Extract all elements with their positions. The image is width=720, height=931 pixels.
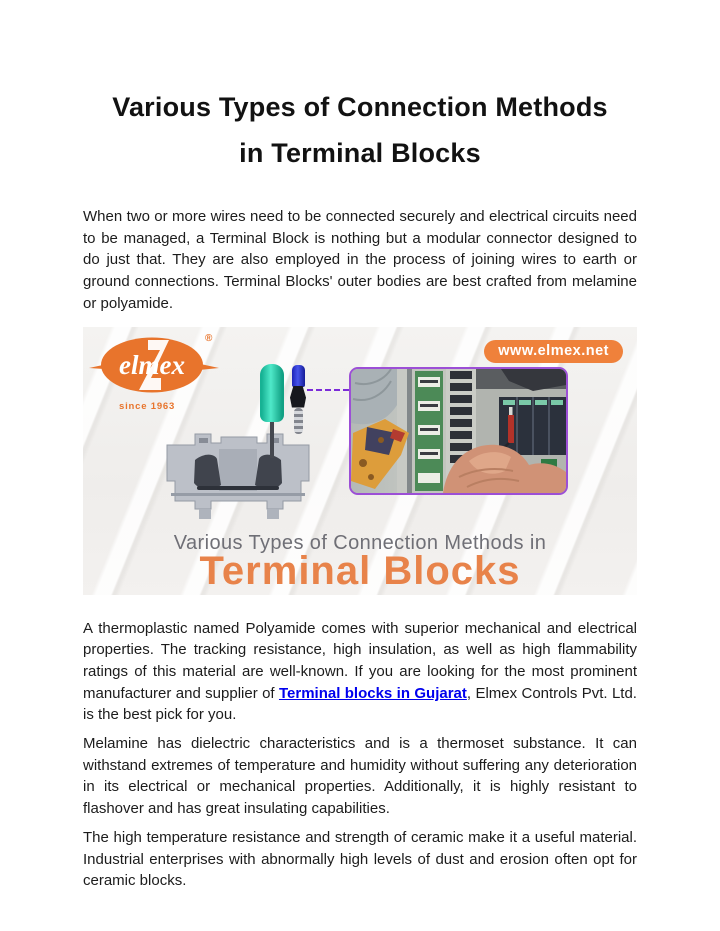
paragraph-melamine: Melamine has dielectric characteristics and is a thermoset substance. It can withstand extremes of temperature and humidity without suffering any deterioration in its electrical or mechanical properties. Additionally, it is highly resistant to flashover and has great insulating capabilities. [83,735,637,818]
logo-tagline: since 1963 [119,400,176,412]
page-title [83,84,637,176]
installation-photo-scene [351,369,566,493]
registered-mark-icon: ® [205,332,213,344]
installation-photo [349,367,568,495]
paragraph-polyamide [83,618,637,727]
terminal-blocks-banner [83,327,637,595]
banner-caption-line2: Terminal Blocks [199,548,521,593]
ferrule-sleeve [290,386,306,408]
wire-ferrule-icon [290,365,306,434]
ferrule-cap [292,365,305,387]
polyamide-text-after: , Elmex Controls Pvt. Ltd. is the best pick for you. [83,684,637,724]
title-line-1: Various Types of Connection Methods [112,92,608,122]
screwdriver-handle [260,364,284,422]
website-badge: www.elmex.net [484,340,623,363]
banner-caption-line1: Various Types of Connection Methods in [173,531,547,554]
polyamide-text-before: A thermoplastic named Polyamide comes with superior mechanical and electrical properties. The tracking resistance, high insulation, as well as high flammability ratings of this material are well-known. If you are looking for the most prominent manufacturer and supplier of [83,619,637,702]
elmex-logo-text: elmex [119,349,185,380]
ferrule-wire-coil [294,408,303,434]
elmex-logo [89,331,219,399]
terminal-block-render [159,422,317,520]
terminal-blocks-gujarat-link[interactable]: Terminal blocks in Gujarat [278,684,467,702]
title-line-2: in Terminal Blocks [239,138,481,168]
dashed-connector-line [307,389,349,391]
paragraph-intro: When two or more wires need to be connected securely and electrical circuits need to be managed, a Terminal Block is nothing but a modular connector designed to do just that. They are also employed in the process of joining wires to earth or ground connections. Terminal Blocks' outer bodies are best crafted from melamine or polyamide. [83,208,637,312]
screwdriver-icon [260,364,284,458]
paragraph-ceramic: The high temperature resistance and strength of ceramic make it a useful material. Industrial enterprises with abnormally high levels of dust and erosion often opt for ceramic blocks. [83,828,637,890]
elmex-logo-icon [89,331,219,399]
screwdriver-shaft [270,422,274,458]
